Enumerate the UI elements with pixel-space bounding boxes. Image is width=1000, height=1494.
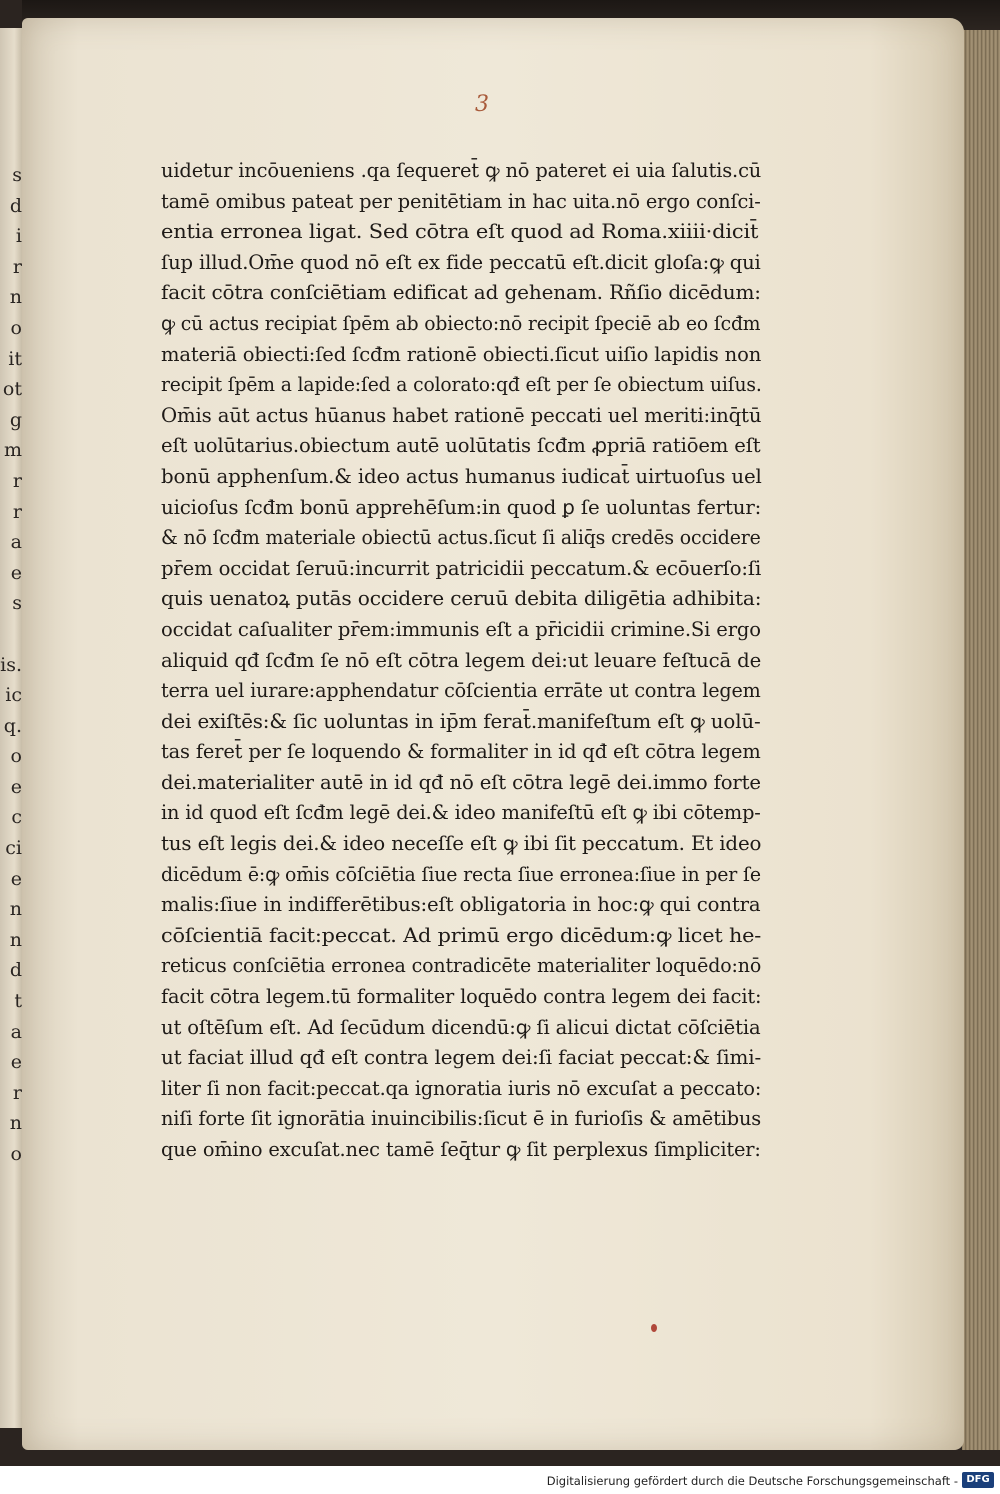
text-line: pr̄em occidat ſeruū:incurrit patricidii peccatum.& ecōuerſo:ſi (161, 556, 762, 580)
left-page-fragments (0, 40, 22, 1460)
text-line: cōſcientiā facit:peccat. Ad primū ergo dicēdum:ꝙ licet he- (161, 923, 762, 947)
text-block (161, 156, 761, 1166)
text-line: tas feret̄ per ſe loquendo & formaliter in id qđ eſt cōtra legem (161, 740, 761, 764)
dfg-logo: DFG (962, 1472, 994, 1488)
left-fragment: ic (5, 684, 22, 707)
left-fragment: i (15, 225, 22, 248)
text-line: uicioſus ſcđm bonū apprehēſum:in quod ꝑ ſe uoluntas fertur: (161, 495, 762, 519)
left-fragment: n (9, 286, 22, 309)
text-line: recipit ſpēm a lapide:ſed a colorato:qđ eſt per ſe obiectum uiſus. (161, 373, 762, 397)
left-fragment: m (3, 439, 22, 462)
text-line: malis:ſiue in indifferētibus:eſt obligatoria in hoc:ꝙ qui contra (161, 893, 761, 917)
text-line: reticus conſciētia erronea contradicēte materialiter loquēdo:nō (161, 954, 762, 978)
left-fragment: a (10, 531, 22, 554)
text-line: facit cōtra legem.tū formaliter loquēdo contra legem dei facit: (161, 985, 762, 1009)
text-line: quis uenatoꝝ putās occidere ceruū debita diligētia adhibita: (161, 587, 762, 611)
left-fragment: r (12, 500, 22, 523)
left-fragment: it (8, 347, 22, 370)
text-line: aliquid qđ ſcđm ſe nō eſt cōtra legem dei:ut leuare feſtucā de (161, 648, 762, 672)
left-fragment: n (9, 928, 22, 951)
text-line: que om̄ino excuſat.nec tamē ſeq̄tur ꝙ ſit perplexus ſimpliciter: (161, 1138, 761, 1161)
left-fragment: o (10, 316, 22, 339)
left-fragment: ot (2, 378, 22, 401)
left-fragment: d (9, 959, 22, 982)
left-fragment: r (12, 255, 22, 278)
text-line: dei exiſtēs:& ſic uoluntas in ip̄m ferat̄.manifeſtum eſt ꝙ uolū- (161, 709, 761, 733)
left-fragment: r (12, 1081, 22, 1104)
left-fragment: n (9, 898, 22, 921)
text-line: facit cōtra conſciētiam edificat ad gehenam. Rñſio dicēdum: (161, 281, 761, 305)
left-fragment: o (10, 1143, 22, 1165)
text-line: uidetur incōueniens .qa ſequeret̄ ꝙ nō pateret ei uia ſalutis.cū (161, 159, 762, 182)
text-line: tamē omibus pateat per penitētiam in hac uita.nō ergo conſci- (161, 189, 761, 213)
text-line: eſt uolūtarius.obiectum autē uolūtatis ſcđm ꝓpriā ratiōem eſt (161, 434, 761, 458)
left-fragment: ci (5, 837, 22, 860)
left-fragment: r (12, 469, 22, 492)
left-fragment: g (9, 408, 22, 431)
funding-credit: Digitalisierung gefördert durch die Deutsche Forschungsgemeinschaft - (546, 1474, 958, 1488)
left-fragment: e (10, 775, 22, 798)
left-fragment: o (10, 745, 22, 768)
left-fragment (0, 619, 22, 650)
left-fragment: e (10, 867, 22, 890)
book-page (22, 18, 964, 1450)
left-fragment: t (14, 990, 22, 1013)
left-fragment: e (10, 1051, 22, 1074)
text-line: materiā obiecti:ſed ſcđm rationē obiecti.ſicut uiſio lapidis non (161, 342, 762, 366)
text-line: terra uel iurare:apphendatur cōſcientia errāte ut contra legem (161, 679, 761, 703)
left-fragment: d (9, 194, 22, 217)
left-fragment: n (9, 1112, 22, 1135)
text-line: dicēdum ē:ꝙ om̄is cōſciētia ſiue recta ſiue erronea:ſiue in per ſe (161, 862, 761, 886)
text-line: ut oſtēſum eſt. Ad ſecūdum dicendū:ꝙ ſi alicui dictat cōſciētia (161, 1015, 761, 1039)
folio-number: 3 (475, 92, 489, 117)
left-fragment: c (11, 806, 22, 829)
page-edge-stack (962, 30, 1000, 1450)
text-line: in id quod eſt ſcđm legē dei.& ideo manifeſtū eſt ꝙ ibi cōtemp- (161, 801, 761, 825)
text-line: liter ſi non facit:peccat.qa ignoratia iuris nō excuſat a peccato: (161, 1076, 762, 1100)
text-line: & nō ſcđm materiale obiectū actus.ſicut ſi aliq̄s credēs occidere (161, 526, 761, 550)
text-line: dei.materialiter autē in id qđ nō eſt cōtra legē dei.immo forte (161, 770, 761, 794)
text-line: bonū apphenſum.& ideo actus humanus iudicat̄ uirtuoſus uel (161, 464, 762, 488)
text-line: ſup illud.Om̄e quod nō eſt ex fide peccatū eſt.dicit gloſa:ꝙ qui (161, 250, 761, 274)
text-line: ut faciat illud qđ eſt contra legem dei:ſi faciat peccat:& ſimi- (161, 1046, 762, 1070)
text-line: ꝙ cū actus recipiat ſpēm ab obiecto:nō recipit ſpeciē ab eo ſcđm (161, 311, 761, 335)
left-fragment: q. (3, 714, 22, 737)
left-fragment: a (10, 1020, 22, 1043)
text-line: occidat caſualiter pr̄em:immunis eſt a pr̄icidii crimine.Si ergo (161, 617, 761, 641)
ink-blot (651, 1324, 657, 1332)
left-fragment: e (10, 561, 22, 584)
text-line: Om̄is aūt actus hūanus habet rationē peccati uel meriti:inq̄tū (161, 403, 762, 427)
text-line: entia erronea ligat. Sed cōtra eſt quod ad Roma.xiiii·dicit̄ (161, 220, 759, 244)
left-fragment: s (12, 164, 22, 186)
left-fragment: s (12, 592, 22, 615)
text-line: niſi forte ſit ignorātia inuincibilis:ſicut ē in furioſis & amētibus (161, 1107, 762, 1131)
left-fragment: is. (0, 653, 22, 676)
text-line: tus eſt legis dei.& ideo neceſſe eſt ꝙ ibi ſit peccatum. Et ideo (161, 832, 762, 856)
